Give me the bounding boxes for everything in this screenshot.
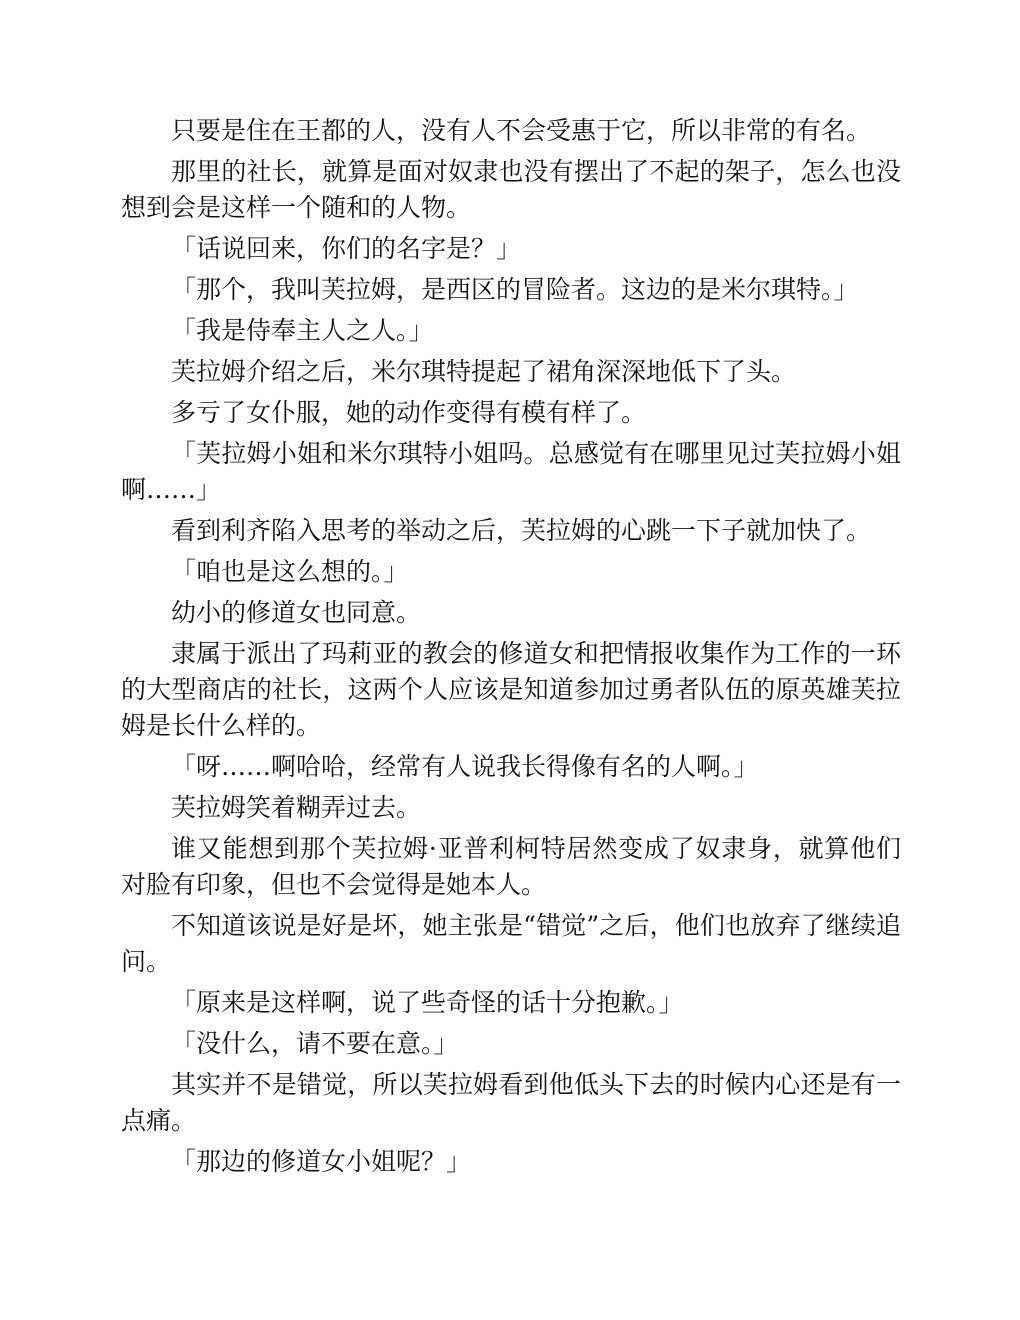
paragraph: 隶属于派出了玛莉亚的教会的修道女和把情报收集作为工作的一环的大型商店的社长，这两个人应该是知道参加过勇者队伍的原英雄芙拉姆是长什么样的。 — [121, 639, 901, 740]
paragraph: 芙拉姆笑着糊弄过去。 — [171, 793, 422, 822]
paragraph: 「没什么，请不要在意。」 — [171, 1029, 459, 1058]
paragraph: 「话说回来，你们的名字是？」 — [171, 234, 522, 263]
text-body — [121, 113, 901, 1185]
paragraph: 幼小的修道女也同意。 — [171, 598, 422, 627]
paragraph: 不知道该说是好是坏，她主张是“错觉”之后，他们也放弃了继续追问。 — [121, 911, 901, 976]
paragraph: 「那个，我叫芙拉姆，是西区的冒险者。这边的是米尔琪特。」 — [171, 275, 859, 304]
paragraph: 「那边的修道女小姐呢？」 — [171, 1147, 472, 1176]
paragraph: 「呀……啊哈哈，经常有人说我长得像有名的人啊。」 — [171, 752, 759, 781]
paragraph: 只要是住在王都的人，没有人不会受惠于它，所以非常的有名。 — [171, 116, 872, 145]
paragraph: 其实并不是错觉，所以芙拉姆看到他低头下去的时候内心还是有一点痛。 — [121, 1070, 901, 1135]
paragraph: 看到利齐陷入思考的举动之后，芙拉姆的心跳一下子就加快了。 — [171, 516, 872, 545]
paragraph: 那里的社长，就算是面对奴隶也没有摆出了不起的架子，怎么也没想到会是这样一个随和的人物。 — [121, 157, 901, 222]
paragraph: 「我是侍奉主人之人。」 — [171, 316, 434, 345]
paragraph: 芙拉姆介绍之后，米尔琪特提起了裙角深深地低下了头。 — [171, 357, 797, 386]
paragraph: 「芙拉姆小姐和米尔琪特小姐吗。总感觉有在哪里见过芙拉姆小姐啊……」 — [121, 439, 901, 504]
paragraph: 「咱也是这么想的。」 — [171, 557, 409, 586]
paragraph: 「原来是这样啊，说了些奇怪的话十分抱歉。」 — [171, 988, 684, 1017]
paragraph: 谁又能想到那个芙拉姆·亚普利柯特居然变成了奴隶身，就算他们对脸有印象，但也不会觉得是她本人。 — [121, 834, 901, 899]
paragraph: 多亏了女仆服，她的动作变得有模有样了。 — [171, 398, 647, 427]
